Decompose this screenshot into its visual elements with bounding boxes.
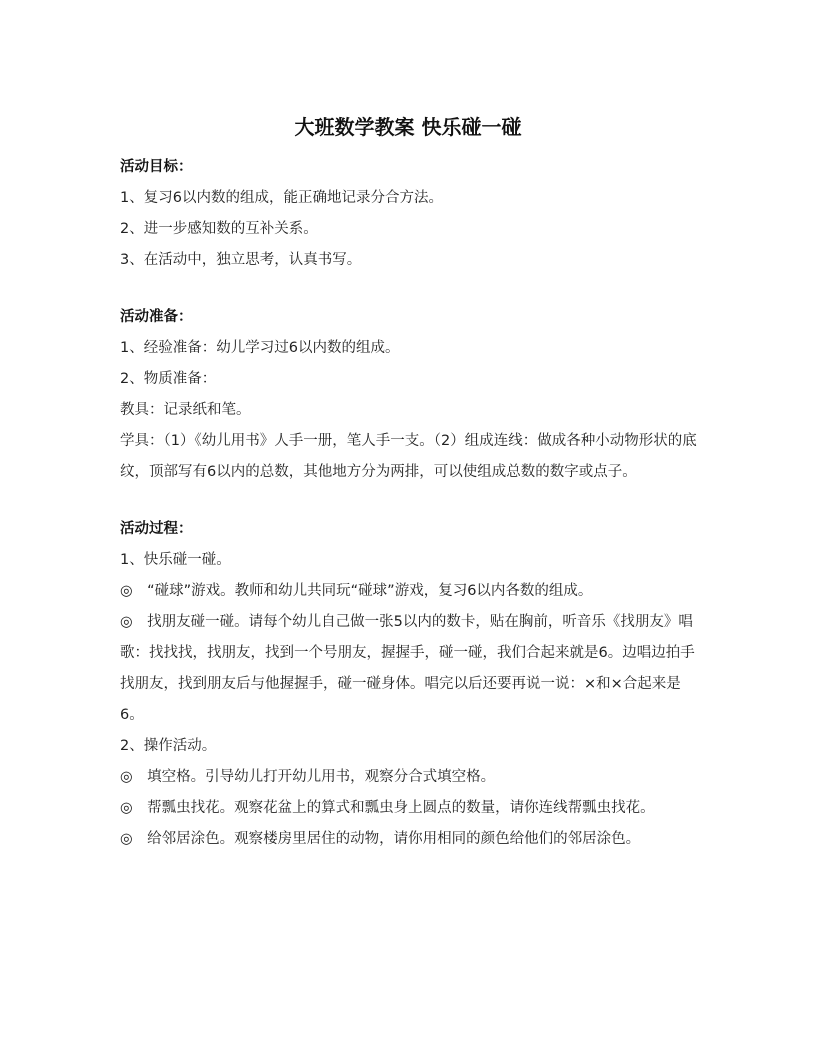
- process-item-6: ◎ 帮瓢虫找花。观察花盆上的算式和瓢虫身上圆点的数量，请你连线帮瓢虫找花。: [120, 800, 655, 816]
- prep-item-2: 2、物质准备：: [120, 371, 217, 387]
- process-heading: 活动过程：: [120, 521, 193, 537]
- prep-item-1: 1、经验准备：幼儿学习过6以内数的组成。: [120, 340, 400, 356]
- spacer: [120, 488, 700, 514]
- spacer: [120, 276, 700, 302]
- process-item-1: 1、快乐碰一碰。: [120, 552, 231, 568]
- process-item-5: ◎ 填空格。引导幼儿打开幼儿用书，观察分合式填空格。: [120, 769, 496, 785]
- goal-item-3: 3、在活动中，独立思考，认真书写。: [120, 252, 362, 268]
- goal-item-1: 1、复习6以内数的组成，能正确地记录分合方法。: [120, 190, 443, 206]
- goals-heading: 活动目标：: [120, 159, 193, 175]
- prep-heading: 活动准备：: [120, 309, 193, 325]
- process-item-7: ◎ 给邻居涂色。观察楼房里居住的动物，请你用相同的颜色给他们的邻居涂色。: [120, 831, 641, 847]
- process-item-2: ◎ “碰球”游戏。教师和幼儿共同玩“碰球”游戏，复习6以内各数的组成。: [120, 583, 593, 599]
- prep-item-3: 教具：记录纸和笔。: [120, 402, 251, 418]
- process-item-4: 2、操作活动。: [120, 738, 217, 754]
- goal-item-2: 2、进一步感知数的互补关系。: [120, 221, 318, 237]
- process-item-3: ◎ 找朋友碰一碰。请每个幼儿自己做一张5以内的数卡，贴在胸前，听音乐《找朋友》唱歌：找找找，找朋友，找到一个号朋友，握握手，碰一碰，我们合起来就是6。边唱边拍手找朋友，找到朋友后与他握握手，碰一碰身体。唱完以后还要再说一说：×和×合起来是6。: [120, 614, 695, 723]
- page-title: 大班数学教案 快乐碰一碰: [294, 115, 522, 139]
- document-body: [120, 152, 700, 855]
- prep-item-4: 学具：（1）《幼儿用书》人手一册，笔人手一支。（2）组成连线：做成各种小动物形状的底纹，顶部写有6以内的总数，其他地方分为两排，可以使组成总数的数字或点子。: [120, 433, 697, 480]
